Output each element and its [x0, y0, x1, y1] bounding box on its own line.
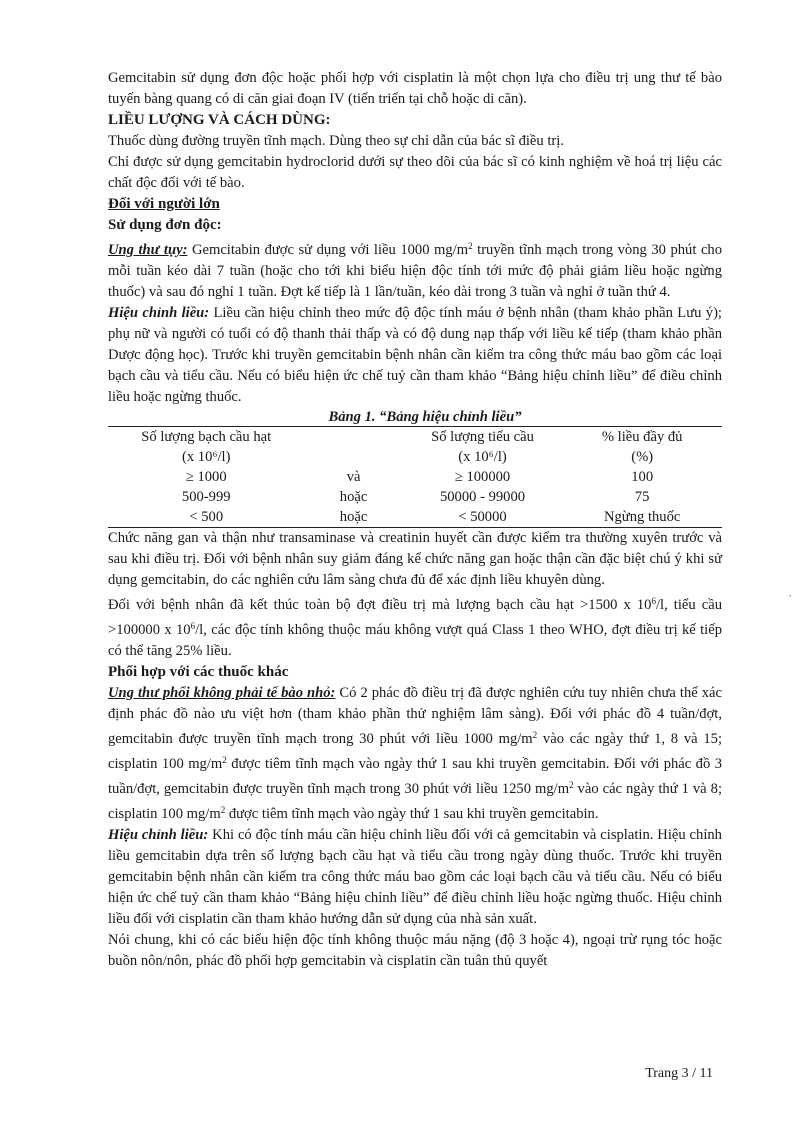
- unit-cell: (x 10⁶/l): [458, 449, 507, 465]
- nsclc-label: Ung thư phổi không phải tế bào nhỏ:: [108, 685, 336, 701]
- dosage-paragraph-1: Thuốc dùng đường truyền tĩnh mạch. Dùng theo sự chỉ dẫn của bác sĩ điều trị.: [108, 133, 564, 149]
- col-header-granulocytes: Số lượng bạch cầu hạt: [108, 427, 304, 448]
- dose-adjust-label: Hiệu chỉnh liều:: [108, 827, 209, 843]
- page-number: Trang 3 / 11: [645, 1066, 713, 1081]
- table-row: ≥ 1000 và ≥ 100000 100: [185, 469, 654, 485]
- unit-cell: (x 10⁶/l): [182, 449, 231, 465]
- table-caption: Bảng 1. “Bảng hiệu chỉnh liều”: [328, 409, 522, 425]
- table-row: < 500 hoặc < 50000 Ngừng thuốc: [108, 507, 722, 528]
- unit-cell: (%): [631, 449, 654, 465]
- intro-paragraph: Gemcitabin sử dụng đơn độc hoặc phối hợp với cisplatin là một chọn lựa cho điều trị ung thư tế bào tuyến bàng quang có di căn giai đoạn IV (tiến triển tại chỗ hoặc di căn).: [108, 70, 722, 107]
- adult-heading: Đối với người lớn: [108, 196, 220, 212]
- pancreas-paragraph: Ung thư tụy: Gemcitabin được sử dụng với liều 1000 $mg/m^2$ truyền tĩnh mạch trong vòng 30 phút cho mỗi tuần kéo dài 7 tuần (hoặc cho tới khi biểu hiện độc tính tới mức độ phải giảm liều hoặc ngừng thuốc) và sau đó nghỉ 1 tuần. Đợt kế tiếp là 1 lần/tuần, kéo dài trong 3 tuần và nghỉ ở tuần thứ 4.: [108, 241, 723, 300]
- monotherapy-heading: Sử dụng đơn độc:: [108, 217, 222, 233]
- dose-adjust-label: Hiệu chỉnh liều:: [108, 305, 210, 321]
- dosage-paragraph-2: Chỉ được sử dụng gemcitabin hydroclorid dưới sự theo dõi của bác sĩ có kinh nghiệm về hoá trị liệu các chất độc đối với tế bào.: [108, 154, 722, 191]
- col-header-dose: % liều đầy đủ: [562, 427, 722, 448]
- col-header-platelets: Số lượng tiểu cầu: [403, 427, 563, 448]
- document-page: [108, 68, 722, 972]
- pancreas-label: Ung thư tụy:: [108, 242, 188, 258]
- dose-adjust-paragraph-1: Hiệu chỉnh liều: Liều cần hiệu chỉnh theo mức độ độc tính máu ở bệnh nhân (tham khảo phần Lưu ý); phụ nữ và người có tuổi có độ thanh thải thấp và có độ dung nạp thấp với liều kế tiếp (tham khảo phần Dược động học). Trước khi truyền gemcitabin bệnh nhân cần kiểm tra công thức máu bao gồm các loại bạch cầu và tiểu cầu. Nếu có biểu hiện ức chế tuỷ cần tham khảo “Bảng hiệu chỉnh liều” để điều chỉnh liều hoặc ngừng thuốc.: [108, 305, 722, 405]
- combination-heading: Phối hợp với các thuốc khác: [108, 664, 289, 680]
- dose-adjust-paragraph-2: Hiệu chỉnh liều: Khi có độc tính máu cần hiệu chỉnh liều đối với cả gemcitabin và cisplatin. Hiệu chỉnh liều gemcitabin dựa trên số lượng bạch cầu hạt và tiểu cầu trong ngày dùng thuốc. Trước khi truyền gemcitabin bệnh nhân cần kiểm tra công thức máu bao gồm các loại bạch cầu và tiểu cầu. Nếu có biểu hiện ức chế tuỷ cần tham khảo “Bảng hiệu chỉnh liều” để điều chỉnh liều hoặc ngừng thuốc. Hiệu chỉnh liều đối với cisplatin cần tham khảo hướng dẫn sử dụng của nhà sản xuất.: [108, 827, 722, 927]
- final-paragraph: Nói chung, khi có các biểu hiện độc tính không thuộc máu nặng (độ 3 hoặc 4), ngoại trừ rụng tóc hoặc buồn nôn/nôn, phác đồ phối hợp gemcitabin và cisplatin cần tuân thủ quyết: [108, 932, 722, 969]
- dose-increase-paragraph: Đối với bệnh nhân đã kết thúc toàn bộ đợt điều trị mà lượng bạch cầu hạt >1500 x $10^6/l$, tiểu cầu >100000 x $10^6/l$, các độc tính không thuộc máu không vượt quá Class 1 theo WHO, đợt điều trị kế tiếp có thể tăng 25% liều.: [108, 596, 723, 659]
- edge-mark: ·: [788, 588, 793, 603]
- nsclc-paragraph: Ung thư phổi không phải tế bào nhỏ: Có 2 phác đồ điều trị đã được nghiên cứu tuy nhiên chưa thể xác định phác đồ nào ưu việt hơn (tham khảo phần thử nghiệm lâm sàng). Đối với phác đồ 4 tuần/đợt, gemcitabin được truyền tĩnh mạch trong 30 phút với liều 1000 $mg/m^2$ vào các ngày thứ 1, 8 và 15; cisplatin 100 $mg/m^2$ được tiêm tĩnh mạch vào ngày thứ 1 sau khi truyền gemcitabin. Đối với phác đồ 3 tuần/đợt, gemcitabin được truyền tĩnh mạch trong 30 phút với liều 1250 $mg/m^2$ vào các ngày thứ 1 và 8; cisplatin 100 $mg/m^2$ được tiêm tĩnh mạch vào ngày thứ 1 sau khi truyền gemcitabin.: [108, 685, 723, 822]
- table-row: 500-999 hoặc 50000 - 99000 75: [181, 489, 650, 505]
- liver-kidney-paragraph: Chức năng gan và thận như transaminase và creatinin huyết cần được kiểm tra thường xuyên trước và sau khi điều trị. Đối với bệnh nhân suy giảm đáng kể chức năng gan hoặc thận cần đặc biệt chú ý khi sử dụng gemcitabin, do các nghiên cứu lâm sàng chưa đủ để xác định liều khuyên dùng.: [108, 530, 722, 588]
- dose-adjust-table: [108, 408, 722, 528]
- dosage-heading: LIỀU LƯỢNG VÀ CÁCH DÙNG:: [108, 112, 331, 128]
